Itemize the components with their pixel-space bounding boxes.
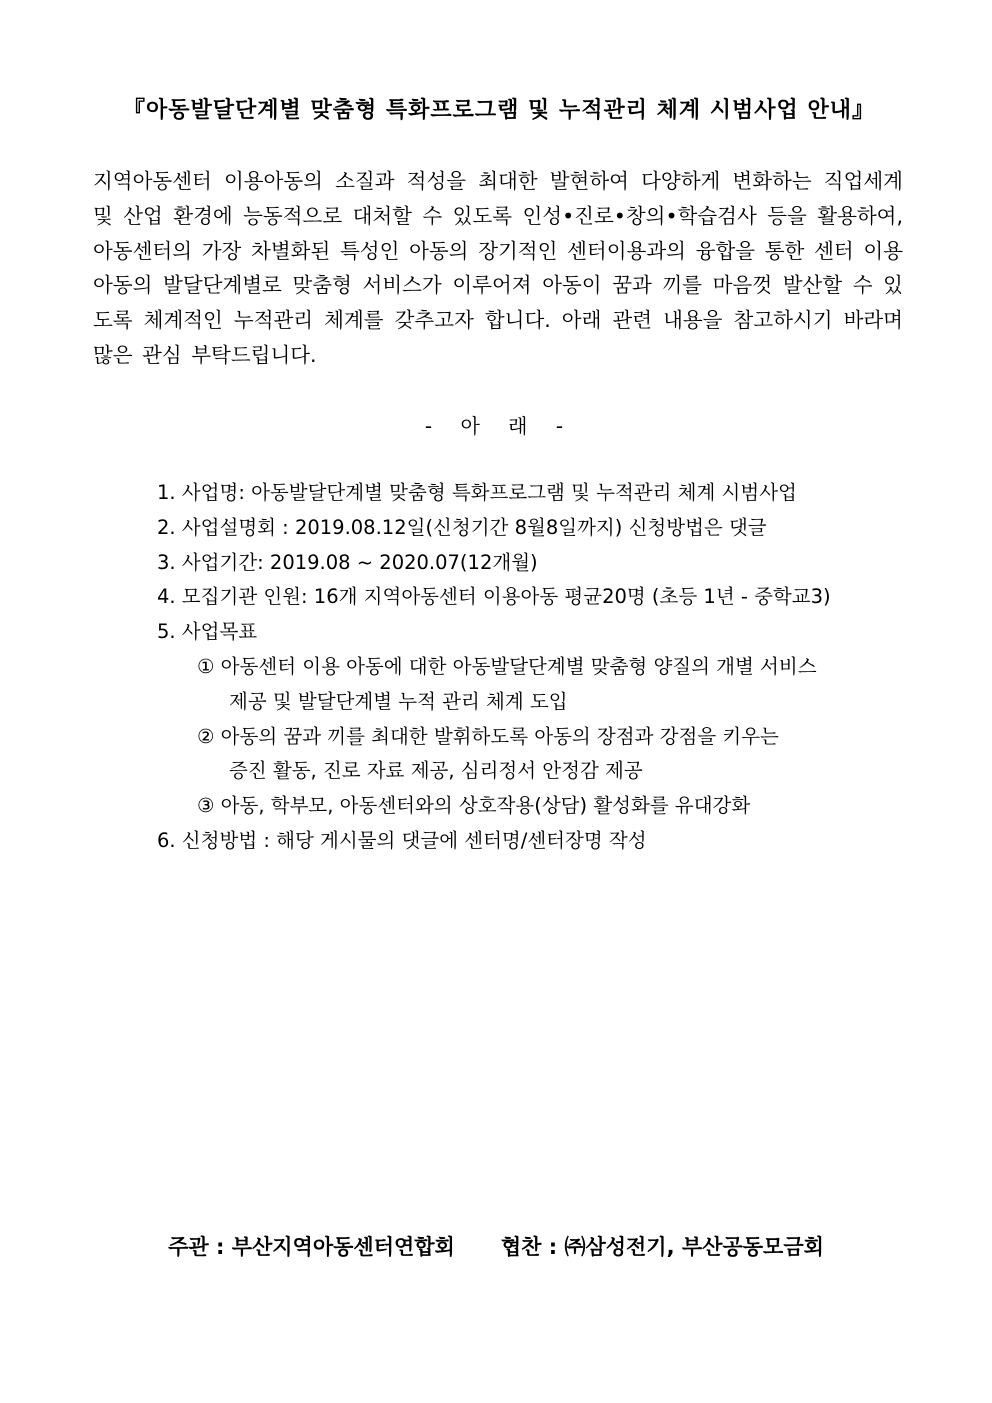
document-title: 『아동발달단계별 맞춤형 특화프로그램 및 누적관리 체계 시범사업 안내』 xyxy=(123,98,875,123)
footer xyxy=(0,1231,992,1261)
goal-item-3: ③ 아동, 학부모, 아동센터와의 상호작용(상담) 활성화를 유대강화 xyxy=(197,794,751,818)
list-item: 4. 모집기관 인원: 16개 지역아동센터 이용아동 평균20명 (초등 1년 - 중학교3) xyxy=(157,585,831,609)
goal-item-1: ① 아동센터 이용 아동에 대한 아동발달단계별 맞춤형 양질의 개별 서비스 xyxy=(197,654,817,678)
list-item: 1. 사업명: 아동발달단계별 맞춤형 특화프로그램 및 누적관리 체계 시범사업 xyxy=(157,481,797,504)
goal-item-2-cont: 증진 활동, 진로 자료 제공, 심리정서 안정감 제공 xyxy=(229,759,643,783)
list-item: 5. 사업목표 xyxy=(157,620,258,644)
organizer-text: 주관 : 부산지역아동센터연합회 xyxy=(168,1235,455,1259)
item-list xyxy=(157,476,917,859)
goal-item-1-cont: 제공 및 발달단계별 누적 관리 체계 도입 xyxy=(229,689,568,713)
goal-item-2: ② 아동의 꿈과 끼를 최대한 발휘하도록 아동의 장점과 강점을 키우는 xyxy=(197,724,779,748)
list-item: 6. 신청방법 : 해당 게시물의 댓글에 센터명/센터장명 작성 xyxy=(157,828,647,852)
arae-heading: - 아 래 - xyxy=(424,414,568,438)
intro-paragraph: 지역아동센터 이용아동의 소질과 적성을 최대한 발현하여 다양하게 변화하는 직업세계 및 산업 환경에 능동적으로 대처할 수 있도록 인성•진로•창의•학습검사 등을 활용하여, 아동센터의 가장 차별화된 특성인 아동의 장기적인 센터이용과의 융합을 통한 센터 이용 아동의 발달단계별로 맞춤형 서비스가 이루어져 아동이 꿈과 끼를 마음껏 발산할 수 있도록 체계적인 누적관리 체계를 갖추고자 합니다. 아래 관련 내용을 참고하시기 바라며 많은 관심 부탁드립니다. xyxy=(93,169,903,367)
list-item: 2. 사업설명회 : 2019.08.12일(신청기간 8월8일까지) 신청방법은 댓글 xyxy=(157,515,767,539)
sponsor-text: 협찬 : ㈜삼성전기, 부산공동모금회 xyxy=(500,1235,824,1259)
list-item: 3. 사업기간: 2019.08 ~ 2020.07(12개월) xyxy=(157,550,538,574)
